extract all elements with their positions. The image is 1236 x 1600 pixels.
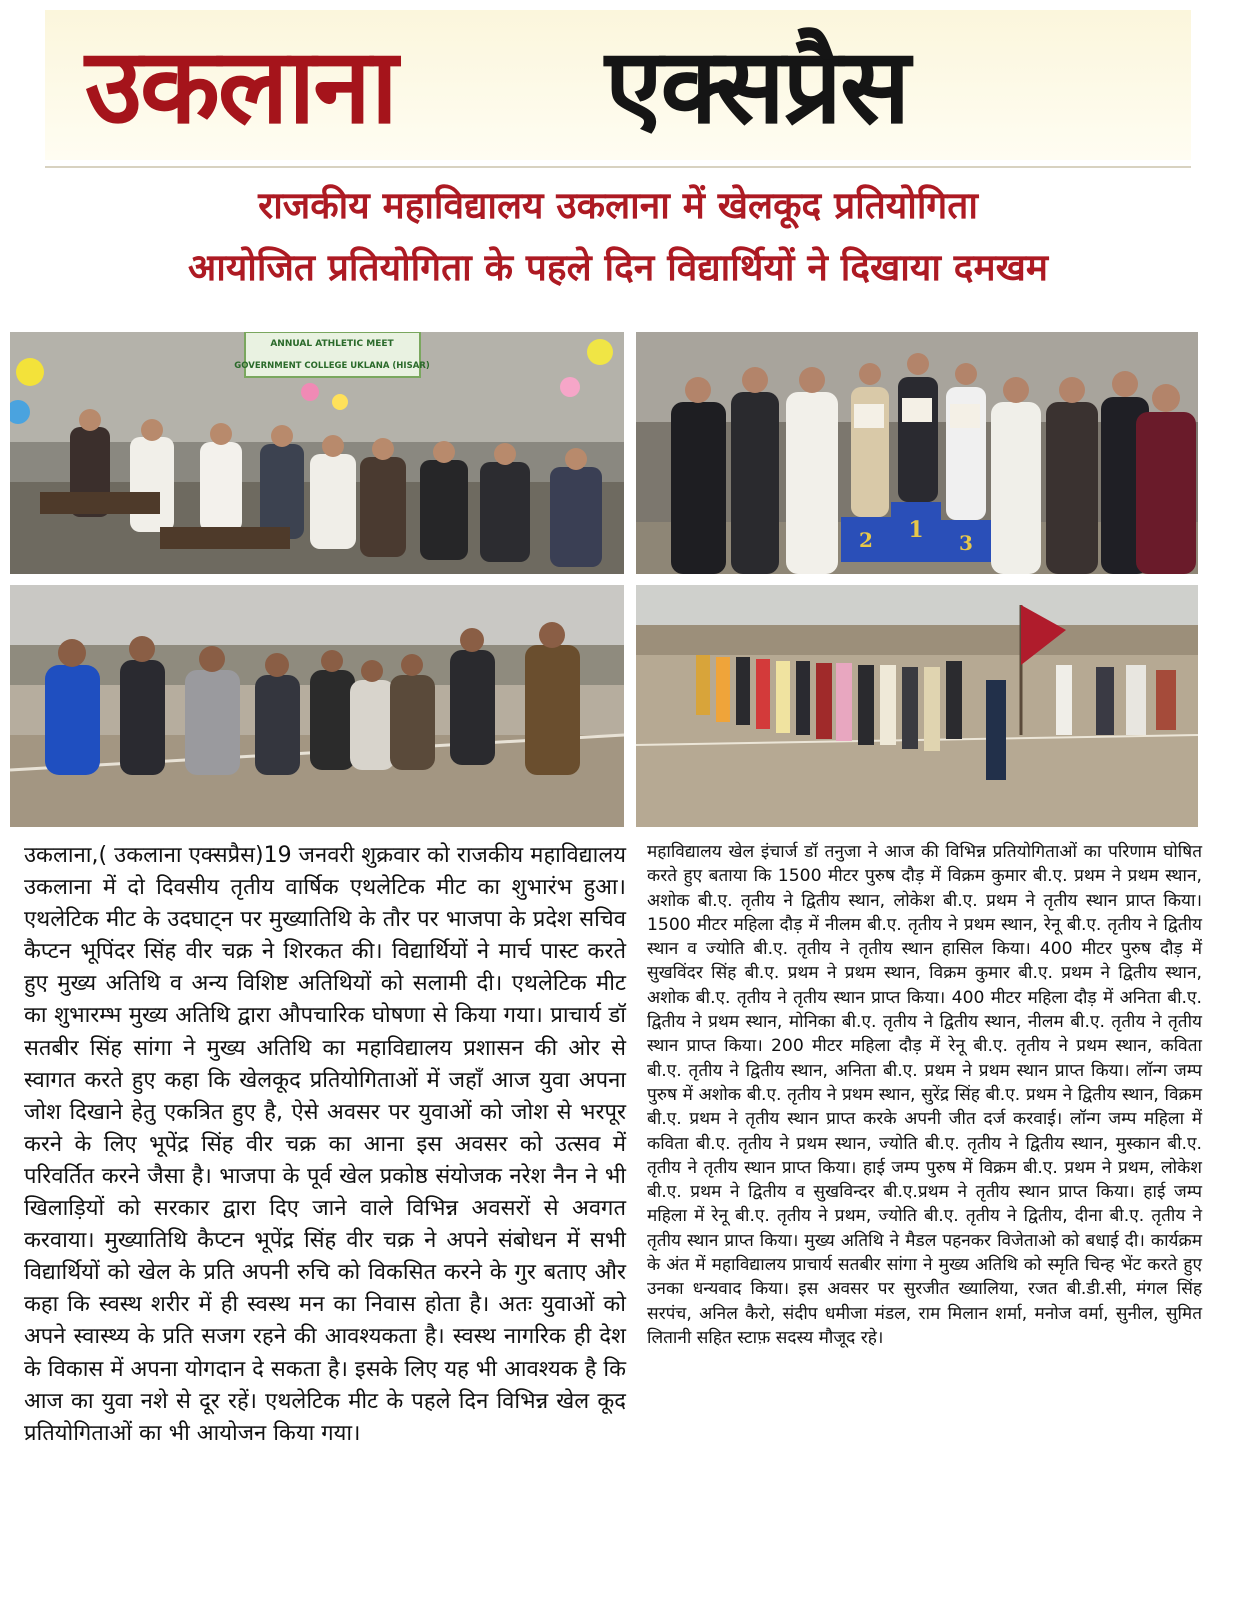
wooden-table <box>40 492 160 514</box>
podium-label: 1 <box>908 517 924 543</box>
headline-line-2: आयोजित प्रतियोगिता के पहले दिन विद्यार्थियों ने दिखाया दमखम <box>188 246 1048 289</box>
photo-guests-seated <box>10 332 624 574</box>
certificate <box>950 404 980 428</box>
article-left-column: उकलाना,( उकलाना एक्सप्रैस)19 जनवरी शुक्रवार को राजकीय महाविद्यालय उकलाना में दो दिवसीय तृतीय वार्षिक एथलेटिक मीट का शुभारंभ हुआ। एथलेटिक मीट के उदघाट्न पर मुख्यातिथि के तौर पर भाजपा के प्रदेश सचिव कैप्टन भूपिंदर सिंह वीर चक्र ने शिरकत की। विद्यार्थियों ने मार्च पास्ट करते हुए मुख्य अतिथि व अन्य विशिष्ट अतिथियों को सलामी दी। एथलेटिक मीट का शुभारम्भ मुख्य अतिथि द्वारा औपचारिक घोषणा से किया गया। प्राचार्य डॉ सतबीर सिंह सांगा ने मुख्य अतिथि का महाविद्यालय प्रशासन की ओर से स्वागत करते हुए कहा कि खेलकूद प्रतियोगिताओं में जहाँ आज युवा अपना जोश दिखाने हेतु एकत्रित हुए है, ऐसे अवसर पर युवाओं को जोश से भरपूर करने के लिए भूपेंद्र सिंह वीर चक्र का आना इस अवसर को उत्सव में परिवर्तित करने जैसा है। भाजपा के पूर्व खेल प्रकोष्ठ संयोजक नरेश नैन ने भी खिलाड़ियों को सरकार द्वारा दिए जाने वाले विभिन्न अवसरों से अवगत करवाया। मुख्यातिथि कैप्टन भूपेंद्र सिंह वीर चक्र ने अपने संबोधन में सभी विद्यार्थियों को खेल के प्रति अपनी रुचि को विकसित करने के गुर बताए और कहा कि स्वस्थ शरीर में ही स्वस्थ मन का निवास होता है। अतः युवाओं को अपने स्वास्थ्य के प्रति सजग रहने की आवश्यकता है। स्वस्थ नागरिक ही देश के विकास में अपना योगदान दे सकता है। इसके लिए यह भी आवश्यक है कि आज का युवा नशे से दूर रहें। एथलेटिक मीट के पहले दिन विभिन्न खेल कूद प्रतियोगिताओं का भी आयोजन किया गया। <box>24 843 626 1446</box>
masthead <box>45 10 1191 160</box>
banner-text-line1: ANNUAL ATHLETIC MEET <box>270 339 394 349</box>
photo-podium-winners <box>636 332 1198 574</box>
photo-march-past <box>636 585 1198 827</box>
headline-line-1: राजकीय महाविद्यालय उकलाना में खेलकूद प्रतियोगिता <box>258 184 978 227</box>
balloon-icon <box>301 383 319 401</box>
banner-text-line2: GOVERNMENT COLLEGE UKLANA (HISAR) <box>234 361 430 371</box>
masthead-title-black: एक्सप्रैस <box>605 25 909 147</box>
balloon-icon <box>16 358 44 386</box>
balloon-icon <box>332 394 348 410</box>
article-right-column: महाविद्यालय खेल इंचार्ज डॉ तनुजा ने आज की विभिन्न प्रतियोगिताओं का परिणाम घोषित करते हुए बताया कि 1500 मीटर पुरुष दौड़ में विक्रम कुमार बी.ए. प्रथम ने प्रथम स्थान, अशोक बी.ए. तृतीय ने द्वितीय स्थान, लोकेश बी.ए. प्रथम ने तृतीय स्थान प्राप्त किया। 1500 मीटर महिला दौड़ में नीलम बी.ए. तृतीय ने प्रथम स्थान, रेनू बी.ए. तृतीय ने द्वितीय स्थान व ज्योति बी.ए. तृतीय ने तृतीय स्थान हासिल किया। 400 मीटर पुरुष दौड़ में सुखविंदर सिंह बी.ए. प्रथम ने प्रथम स्थान, विक्रम कुमार बी.ए. प्रथम ने द्वितीय स्थान, अशोक बी.ए. तृतीय ने तृतीय स्थान प्राप्त किया। 400 मीटर महिला दौड़ में अनिता बी.ए. द्वितीय ने प्रथम स्थान, मोनिका बी.ए. तृतीय ने द्वितीय स्थान, नीलम बी.ए. तृतीय ने तृतीय स्थान प्राप्त किया। 200 मीटर महिला दौड़ में रेनू बी.ए. तृतीय ने प्रथम स्थान, कविता बी.ए. तृतीय ने द्वितीय स्थान, अनिता बी.ए. प्रथम ने प्रथम स्थान प्राप्त किया। लॉन्ग जम्प पुरुष में अशोक बी.ए. तृतीय ने प्रथम स्थान, सुरेंद्र सिंह बी.ए. प्रथम ने द्वितीय स्थान, विक्रम बी.ए. प्रथम ने तृतीय स्थान प्राप्त करके अपनी जीत दर्ज करवाई। लॉन्ग जम्प महिला में कविता बी.ए. तृतीय ने प्रथम स्थान, ज्योति बी.ए. तृतीय ने द्वितीय स्थान, मुस्कान बी.ए. तृतीय ने तृतीय स्थान प्राप्त किया। हाई जम्प पुरुष में विक्रम बी.ए. प्रथम ने प्रथम, लोकेश बी.ए. प्रथम ने द्वितीय व सुखविन्दर बी.ए.प्रथम ने तृतीय स्थान प्राप्त किया। हाई जम्प महिला में रेनू बी.ए. तृतीय ने प्रथम, ज्योति बी.ए. तृतीय ने द्वितीय, दीना बी.ए. तृतीय ने तृतीय स्थान प्राप्त किया। मुख्य अतिथि ने मैडल पहनकर विजेताओ को बधाई दी। कार्यक्रम के अंत में महाविद्यालय प्राचार्य सतबीर सांगा ने मुख्य अतिथि को स्मृति चिन्ह भेंट करते हुए उनका धन्यवाद किया। इस अवसर पर सुरजीत ख्यालिया, रजत बी.डी.सी, मंगल सिंह सरपंच, अनिल कैरो, संदीप धमीजा मंडल, राम मिलान शर्मा, मनोज वर्मा, सुनील, सुमित लितानी सहित स्टाफ़ सदस्य मौजूद रहे। <box>647 842 1202 1348</box>
photo-race-start <box>10 585 624 827</box>
certificate <box>902 398 932 422</box>
podium-label: 3 <box>959 531 973 555</box>
masthead-divider <box>45 166 1191 168</box>
podium-label: 2 <box>859 528 873 552</box>
wooden-table <box>160 527 290 549</box>
masthead-title-red: उकलाना <box>85 25 396 147</box>
balloon-icon <box>587 339 613 365</box>
certificate <box>854 404 884 428</box>
balloon-icon <box>560 377 580 397</box>
